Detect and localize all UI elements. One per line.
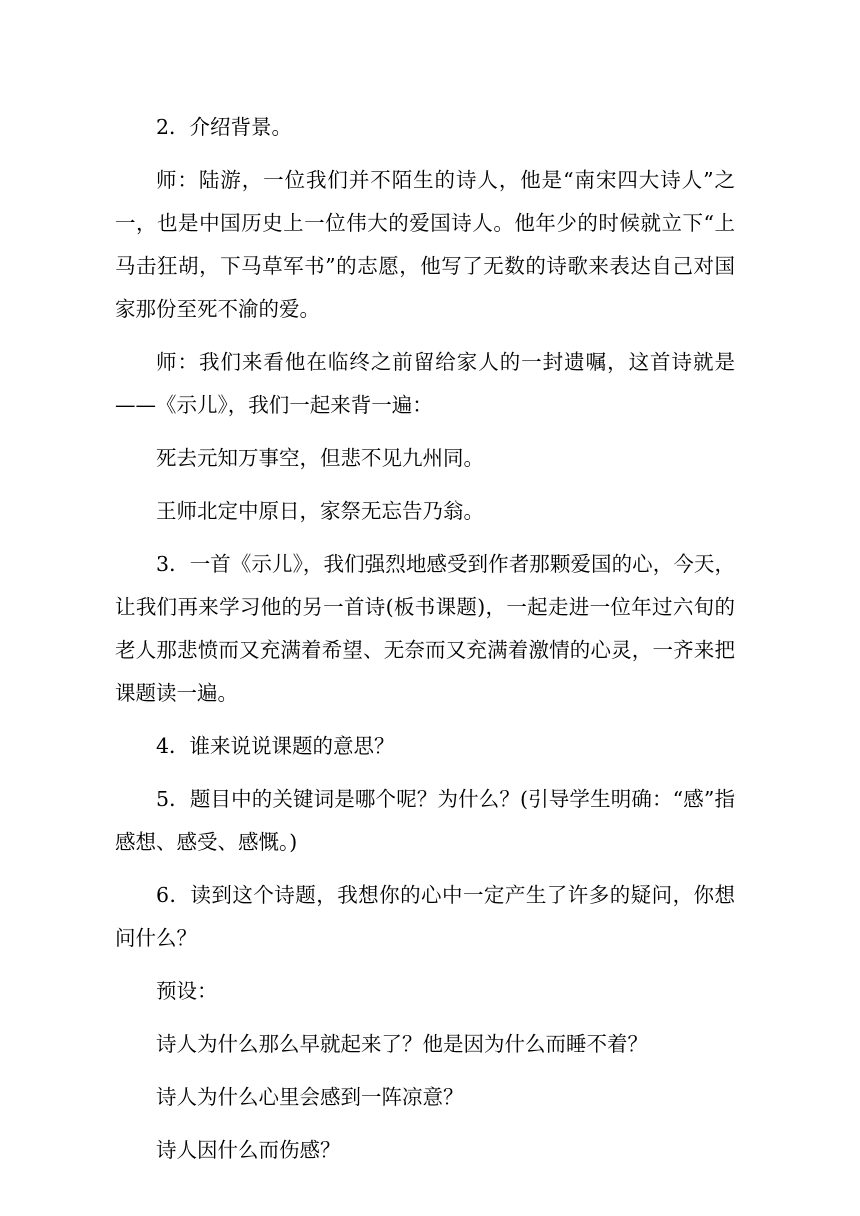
paragraph-teacher-shi-er: 师：我们来看他在临终之前留给家人的一封遗嘱，这首诗就是——《示儿》，我们一起来背一遍： <box>115 350 735 417</box>
paragraph-teacher-lu-you: 师：陆游，一位我们并不陌生的诗人，他是“南宋四大诗人”之一，也是中国历史上一位伟大的爱国诗人。他年少的时候就立下“上马击狂胡，下马草军书”的志愿，他写了无数的诗歌来表达自己对国家那份至死不渝的爱。 <box>115 168 735 321</box>
poem-line-1: 死去元知万事空，但悲不见九州同。 <box>156 446 484 470</box>
paragraph-intro-background: 2．介绍背景。 <box>156 115 293 139</box>
paragraph-step-3: 3．一首《示儿》，我们强烈地感受到作者那颗爱国的心，今天，让我们再来学习他的另一首诗(板书课题)，一起走进一位年过六旬的老人那悲愤而又充满着希望、无奈而又充满着激情的心灵，一齐来把课题读一遍。 <box>115 552 735 705</box>
question-item-3: 诗人因什么而伤感？ <box>156 1138 341 1162</box>
document-body <box>115 106 735 1172</box>
question-item-2: 诗人为什么心里会感到一阵凉意？ <box>156 1085 464 1109</box>
paragraph-step-4: 4．谁来说说课题的意思？ <box>156 734 395 758</box>
paragraph-step-5: 5．题目中的关键词是哪个呢？为什么？(引导学生明确：“感”指感想、感受、感慨。) <box>115 787 735 854</box>
paragraph-step-6: 6．读到这个诗题，我想你的心中一定产生了许多的疑问，你想问什么？ <box>115 883 735 950</box>
question-item-1: 诗人为什么那么早就起来了？他是因为什么而睡不着？ <box>156 1032 648 1056</box>
paragraph-preset-label: 预设： <box>156 979 218 1003</box>
poem-line-2: 王师北定中原日，家祭无忘告乃翁。 <box>156 499 484 523</box>
